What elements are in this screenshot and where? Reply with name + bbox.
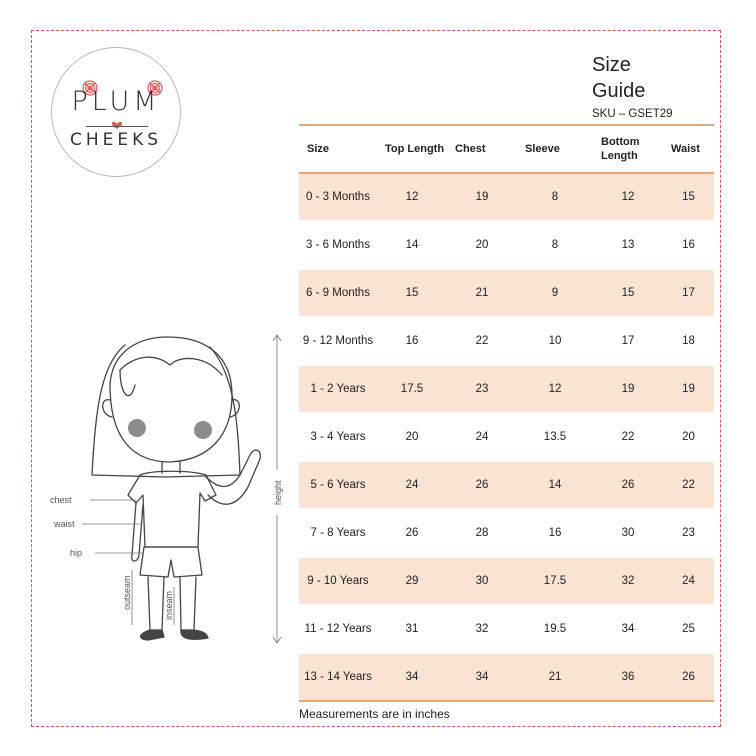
left-cheek-icon bbox=[128, 419, 146, 437]
col-size: Size bbox=[299, 125, 377, 173]
table-row bbox=[299, 269, 714, 317]
table-row bbox=[299, 461, 714, 509]
cell-waist: 20 bbox=[663, 413, 714, 461]
cell-waist: 23 bbox=[663, 509, 714, 557]
logo-text-cheeks: CHEEKS bbox=[69, 130, 163, 150]
cell-bottom-length: 34 bbox=[593, 605, 663, 653]
cell-bottom-length: 12 bbox=[593, 173, 663, 221]
cell-size: 7 - 8 Years bbox=[299, 509, 377, 557]
cell-size: 0 - 3 Months bbox=[299, 173, 377, 221]
cell-top-length: 31 bbox=[377, 605, 447, 653]
cell-waist: 22 bbox=[663, 461, 714, 509]
table-row bbox=[299, 365, 714, 413]
cell-top-length: 20 bbox=[377, 413, 447, 461]
cell-sleeve: 12 bbox=[517, 365, 593, 413]
table-row bbox=[299, 557, 714, 605]
cell-top-length: 16 bbox=[377, 317, 447, 365]
sku-label: SKU – GSET29 bbox=[592, 108, 673, 120]
chest-label: chest bbox=[50, 495, 72, 505]
brand-logo bbox=[51, 47, 181, 177]
child-measurement-illustration bbox=[40, 325, 295, 655]
cell-sleeve: 16 bbox=[517, 509, 593, 557]
cell-waist: 26 bbox=[663, 653, 714, 701]
cell-sleeve: 8 bbox=[517, 221, 593, 269]
table-row bbox=[299, 413, 714, 461]
cell-top-length: 14 bbox=[377, 221, 447, 269]
table-row bbox=[299, 317, 714, 365]
cell-top-length: 34 bbox=[377, 653, 447, 701]
cell-size: 11 - 12 Years bbox=[299, 605, 377, 653]
cell-size: 3 - 6 Months bbox=[299, 221, 377, 269]
cell-sleeve: 10 bbox=[517, 317, 593, 365]
cell-size: 6 - 9 Months bbox=[299, 269, 377, 317]
cell-bottom-length: 36 bbox=[593, 653, 663, 701]
cell-chest: 32 bbox=[447, 605, 517, 653]
waist-label: waist bbox=[54, 519, 75, 529]
hip-label: hip bbox=[70, 548, 83, 558]
cell-size: 1 - 2 Years bbox=[299, 365, 377, 413]
cell-top-length: 26 bbox=[377, 509, 447, 557]
table-row bbox=[299, 509, 714, 557]
cell-top-length: 24 bbox=[377, 461, 447, 509]
cell-chest: 20 bbox=[447, 221, 517, 269]
cell-chest: 34 bbox=[447, 653, 517, 701]
cell-waist: 16 bbox=[663, 221, 714, 269]
height-label: height bbox=[273, 480, 283, 505]
cell-bottom-length: 32 bbox=[593, 557, 663, 605]
cell-top-length: 29 bbox=[377, 557, 447, 605]
cell-chest: 22 bbox=[447, 317, 517, 365]
cell-waist: 17 bbox=[663, 269, 714, 317]
col-top-length: Top Length bbox=[377, 125, 447, 173]
page-title: Size Guide bbox=[592, 54, 646, 102]
logo-divider bbox=[86, 126, 148, 127]
right-cheek-icon bbox=[194, 421, 212, 439]
cell-waist: 15 bbox=[663, 173, 714, 221]
inseam-label: inseam bbox=[164, 590, 174, 620]
cell-size: 9 - 12 Months bbox=[299, 317, 377, 365]
col-waist: Waist bbox=[663, 125, 714, 173]
cell-size: 3 - 4 Years bbox=[299, 413, 377, 461]
cell-sleeve: 13.5 bbox=[517, 413, 593, 461]
cell-sleeve: 9 bbox=[517, 269, 593, 317]
table-header-row bbox=[299, 125, 714, 173]
cell-chest: 28 bbox=[447, 509, 517, 557]
col-bottom-length: Bottom Length bbox=[593, 125, 663, 173]
cell-chest: 30 bbox=[447, 557, 517, 605]
cell-top-length: 17.5 bbox=[377, 365, 447, 413]
cell-size: 9 - 10 Years bbox=[299, 557, 377, 605]
cell-bottom-length: 26 bbox=[593, 461, 663, 509]
cell-bottom-length: 22 bbox=[593, 413, 663, 461]
logo-text-plum: PLUM bbox=[71, 86, 161, 117]
cell-top-length: 12 bbox=[377, 173, 447, 221]
cell-bottom-length: 30 bbox=[593, 509, 663, 557]
cell-bottom-length: 17 bbox=[593, 317, 663, 365]
cell-bottom-length: 13 bbox=[593, 221, 663, 269]
cell-chest: 19 bbox=[447, 173, 517, 221]
cell-top-length: 15 bbox=[377, 269, 447, 317]
cell-chest: 23 bbox=[447, 365, 517, 413]
table-row bbox=[299, 653, 714, 701]
col-sleeve: Sleeve bbox=[517, 125, 593, 173]
cell-bottom-length: 15 bbox=[593, 269, 663, 317]
col-chest: Chest bbox=[447, 125, 517, 173]
cell-waist: 25 bbox=[663, 605, 714, 653]
cell-chest: 24 bbox=[447, 413, 517, 461]
cell-sleeve: 14 bbox=[517, 461, 593, 509]
cell-sleeve: 17.5 bbox=[517, 557, 593, 605]
outseam-label: outseam bbox=[122, 575, 132, 610]
cell-sleeve: 21 bbox=[517, 653, 593, 701]
cell-waist: 18 bbox=[663, 317, 714, 365]
cell-bottom-length: 19 bbox=[593, 365, 663, 413]
table-row bbox=[299, 221, 714, 269]
cell-size: 5 - 6 Years bbox=[299, 461, 377, 509]
cell-size: 13 - 14 Years bbox=[299, 653, 377, 701]
size-table bbox=[299, 124, 714, 702]
table-row bbox=[299, 605, 714, 653]
cell-chest: 26 bbox=[447, 461, 517, 509]
cell-sleeve: 8 bbox=[517, 173, 593, 221]
cell-chest: 21 bbox=[447, 269, 517, 317]
measurement-note: Measurements are in inches bbox=[299, 707, 450, 721]
table-row bbox=[299, 173, 714, 221]
cell-sleeve: 19.5 bbox=[517, 605, 593, 653]
cell-waist: 19 bbox=[663, 365, 714, 413]
cell-waist: 24 bbox=[663, 557, 714, 605]
